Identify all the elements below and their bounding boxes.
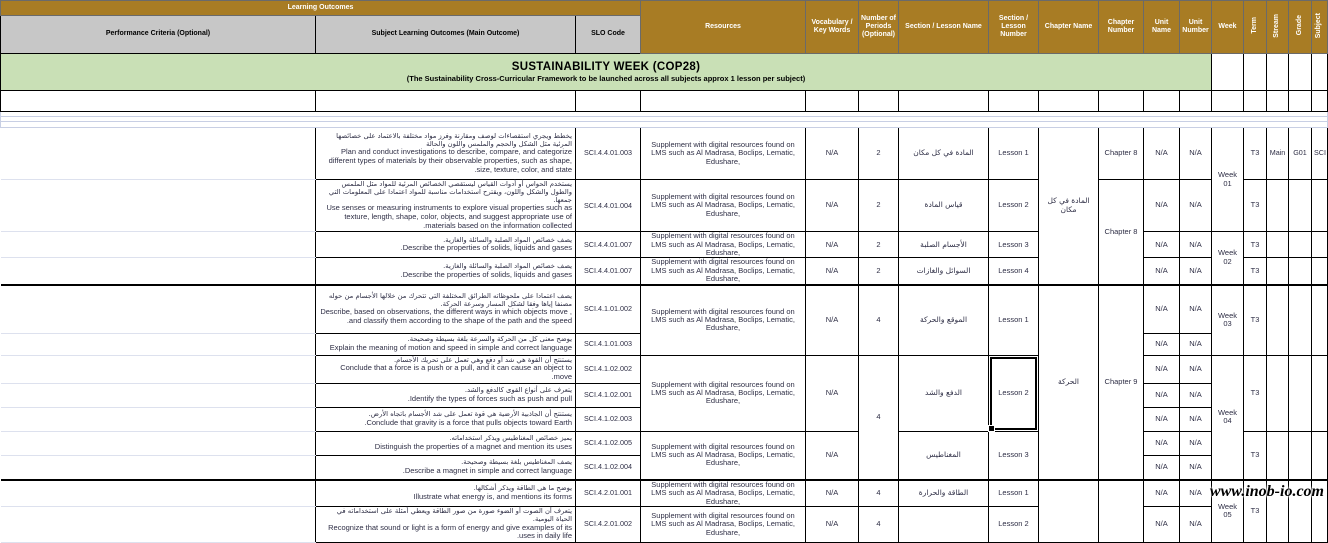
stream-cell[interactable] <box>1267 431 1289 480</box>
lesson-name-cell[interactable]: الأجسام الصلبة <box>899 232 989 258</box>
periods-cell[interactable]: 2 <box>859 232 899 258</box>
unit-number-cell[interactable]: N/A <box>1180 455 1212 480</box>
unit-name-cell[interactable]: N/A <box>1144 333 1180 355</box>
resources-cell[interactable]: Supplement with digital resources found on LMS such as Al Madrasa, Boclips, Lematic, Edushare, <box>641 128 806 180</box>
outcome-cell[interactable]: يصف المغناطيس بلغة بسيطة وصحيحة. Describe a magnet in simple and correct language. <box>316 455 576 480</box>
lesson-name-cell[interactable]: الموقع والحركة <box>899 285 989 356</box>
performance-criteria-cell[interactable] <box>1 480 316 507</box>
empty-cell[interactable] <box>1212 91 1244 112</box>
lesson-number-cell[interactable]: Lesson 1 <box>989 285 1039 356</box>
stream-cell[interactable] <box>1267 285 1289 356</box>
empty-cell[interactable] <box>1212 54 1244 91</box>
empty-cell[interactable] <box>989 91 1039 112</box>
slo-code-cell[interactable]: SCI.4.4.01.003 <box>576 128 641 180</box>
watermark: www.inob-io.com <box>1209 483 1324 500</box>
col-header-chapter-name[interactable]: Chapter Name <box>1039 1 1099 54</box>
lesson-name-cell[interactable]: الطاقة والحرارة <box>899 480 989 507</box>
unit-name-cell[interactable]: N/A <box>1144 355 1180 383</box>
week-cell[interactable]: Week 03 <box>1212 285 1244 356</box>
empty-cell[interactable] <box>1099 91 1144 112</box>
outcome-cell[interactable]: يتعرف على أنواع القوى كالدفع والشد. Identify the types of forces such as push and pull. <box>316 383 576 407</box>
performance-criteria-cell[interactable] <box>1 258 316 285</box>
unit-name-cell[interactable]: N/A <box>1144 407 1180 431</box>
vocabulary-cell[interactable]: N/A <box>806 480 859 507</box>
col-header-main-outcome[interactable]: Subject Learning Outcomes (Main Outcome) <box>316 16 576 54</box>
lesson-number-cell[interactable]: Lesson 1 <box>989 128 1039 180</box>
lesson-number-cell[interactable]: Lesson 3 <box>989 232 1039 258</box>
empty-cell[interactable] <box>1267 91 1289 112</box>
empty-cell[interactable] <box>1039 91 1099 112</box>
term-cell[interactable]: T3 <box>1244 232 1267 258</box>
subject-cell[interactable] <box>1312 355 1328 431</box>
performance-criteria-cell[interactable] <box>1 128 316 180</box>
unit-number-cell[interactable]: N/A <box>1180 407 1212 431</box>
subject-cell[interactable] <box>1312 232 1328 258</box>
slo-code-cell[interactable]: SCI.4.1.01.002 <box>576 285 641 334</box>
periods-cell[interactable]: 4 <box>859 355 899 480</box>
stream-cell[interactable] <box>1267 180 1289 232</box>
lesson-number-cell[interactable]: Lesson 1 <box>989 480 1039 507</box>
outcome-cell[interactable]: يخطط ويجري استقصاءات لوصف ومقارنة وفرز مواد مختلفة بالاعتماد على خصائصها المرئية مثل الشكل والحجم والملمس واللون والحالة Plan and conduct investigations to describe, compare, and categorize different types of materials by their observable properties, such as shape, size, texture, color, and state. <box>316 128 576 180</box>
term-cell[interactable]: T3 <box>1244 431 1267 480</box>
unit-number-cell[interactable]: N/A <box>1180 285 1212 334</box>
grade-cell[interactable] <box>1289 258 1312 285</box>
outcome-cell[interactable]: يوضح ما هي الطاقة ويذكر أشكالها. Illustrate what energy is, and mentions its forms <box>316 480 576 507</box>
subject-cell[interactable] <box>1312 285 1328 356</box>
unit-number-cell[interactable]: N/A <box>1180 506 1212 542</box>
outcome-cell[interactable]: يستخدم الحواس أو أدوات القياس ليستقصي الخصائص المرئية للمواد مثل الملمس والطول والشكل واللون، ويقترح استخدامات مناسبة للمواد اعتمادا على المعلومات التي جمعها. Use senses or measuring instruments to explore visual properties such as texture, length, shape, color, objects, and suggest appropriate use of materials based on the information collected. <box>316 180 576 232</box>
slo-code-cell[interactable]: SCI.4.1.02.001 <box>576 383 641 407</box>
vocabulary-cell[interactable]: N/A <box>806 180 859 232</box>
banner-subtitle: (The Sustainability Cross-Curricular Framework to be launched across all subjects approx 1 lesson per subject) <box>406 73 806 83</box>
col-header-vocabulary[interactable]: Vocabulary / Key Words <box>806 1 859 54</box>
grade-cell[interactable] <box>1289 180 1312 232</box>
col-header-grade[interactable]: Grade <box>1289 1 1312 54</box>
slo-code-cell[interactable]: SCI.4.4.01.007 <box>576 258 641 285</box>
unit-number-cell[interactable]: N/A <box>1180 383 1212 407</box>
unit-name-cell[interactable]: N/A <box>1144 455 1180 480</box>
performance-criteria-cell[interactable] <box>1 506 316 542</box>
slo-code-cell[interactable]: SCI.4.1.02.003 <box>576 407 641 431</box>
empty-cell[interactable] <box>1244 54 1267 91</box>
empty-cell[interactable] <box>641 91 806 112</box>
lesson-name-cell[interactable]: المادة في كل مكان <box>899 128 989 180</box>
stream-cell[interactable] <box>1267 232 1289 258</box>
lesson-number-cell-selected[interactable]: Lesson 2 <box>989 355 1039 431</box>
periods-cell[interactable]: 4 <box>859 285 899 356</box>
empty-cell[interactable] <box>1312 54 1328 91</box>
periods-cell[interactable]: 4 <box>859 480 899 507</box>
unit-number-cell[interactable]: N/A <box>1180 232 1212 258</box>
slo-code-cell[interactable]: SCI.4.4.01.004 <box>576 180 641 232</box>
unit-name-cell[interactable]: N/A <box>1144 232 1180 258</box>
slo-code-cell[interactable]: SCI.4.4.01.007 <box>576 232 641 258</box>
week-cell[interactable]: Week 02 <box>1212 232 1244 285</box>
subject-cell[interactable] <box>1312 180 1328 232</box>
col-header-lesson-number[interactable]: Section / Lesson Number <box>989 1 1039 54</box>
grade-cell[interactable] <box>1289 285 1312 356</box>
subject-cell[interactable] <box>1312 431 1328 480</box>
lesson-number-cell[interactable]: Lesson 3 <box>989 431 1039 480</box>
empty-cell[interactable] <box>1244 91 1267 112</box>
resources-cell[interactable]: Supplement with digital resources found on LMS such as Al Madrasa, Boclips, Lematic, Edushare, <box>641 355 806 431</box>
empty-cell[interactable] <box>1144 91 1180 112</box>
week-cell[interactable]: Week 04 <box>1212 355 1244 480</box>
stream-cell[interactable] <box>1267 355 1289 431</box>
term-cell[interactable]: T3 <box>1244 180 1267 232</box>
subject-cell[interactable] <box>1312 258 1328 285</box>
empty-cell[interactable] <box>316 91 576 112</box>
resources-cell[interactable]: Supplement with digital resources found on LMS such as Al Madrasa, Boclips, Lematic, Edushare, <box>641 431 806 480</box>
subject-cell[interactable]: SCI <box>1312 128 1328 180</box>
unit-number-cell[interactable]: N/A <box>1180 128 1212 180</box>
col-header-performance-criteria[interactable]: Performance Criteria (Optional) <box>1 16 316 54</box>
unit-number-cell[interactable]: N/A <box>1180 180 1212 232</box>
lesson-number-cell[interactable]: Lesson 4 <box>989 258 1039 285</box>
performance-criteria-cell[interactable] <box>1 355 316 383</box>
empty-cell[interactable] <box>576 91 641 112</box>
unit-name-cell[interactable]: N/A <box>1144 431 1180 455</box>
outcome-cell[interactable]: يتعرف أن الصوت أو الضوء صورة من صور الطاقة ويعطي أمثلة على استخداماته في الحياة اليومية. Recognize that sound or light is a form of energy and give examples of its uses in daily life. <box>316 506 576 542</box>
term-cell[interactable]: T3 <box>1244 258 1267 285</box>
unit-name-cell[interactable]: N/A <box>1144 128 1180 180</box>
unit-number-cell[interactable]: N/A <box>1180 355 1212 383</box>
vocabulary-cell[interactable]: N/A <box>806 431 859 480</box>
performance-criteria-cell[interactable] <box>1 333 316 355</box>
performance-criteria-cell[interactable] <box>1 455 316 480</box>
empty-cell[interactable] <box>1267 54 1289 91</box>
lesson-number-cell[interactable]: Lesson 2 <box>989 506 1039 542</box>
slo-code-cell[interactable]: SCI.4.1.02.005 <box>576 431 641 455</box>
periods-cell[interactable]: 4 <box>859 506 899 542</box>
stream-cell[interactable] <box>1267 258 1289 285</box>
outcome-cell[interactable]: يوضح معنى كل من الحركة والسرعة بلغة بسيطة وصحيحة. Explain the meaning of motion and speed in simple and correct language <box>316 333 576 355</box>
vocabulary-cell[interactable]: N/A <box>806 355 859 431</box>
week-cell[interactable]: Week 05 <box>1212 480 1244 543</box>
vocabulary-cell[interactable]: N/A <box>806 258 859 285</box>
term-cell[interactable]: T3 <box>1244 128 1267 180</box>
periods-cell[interactable]: 2 <box>859 258 899 285</box>
term-cell[interactable]: T3 <box>1244 480 1267 543</box>
periods-cell[interactable]: 2 <box>859 180 899 232</box>
periods-cell[interactable]: 2 <box>859 128 899 180</box>
slo-code-cell[interactable]: SCI.4.2.01.002 <box>576 506 641 542</box>
col-header-chapter-number[interactable]: Chapter Number <box>1099 1 1144 54</box>
empty-cell[interactable] <box>1289 54 1312 91</box>
unit-name-cell[interactable]: N/A <box>1144 285 1180 334</box>
performance-criteria-cell[interactable] <box>1 232 316 258</box>
outcome-cell[interactable]: يصف خصائص المواد الصلبة والسائلة والغازية. Describe the properties of solids, liquids and gases. <box>316 232 576 258</box>
col-header-term[interactable]: Term <box>1244 1 1267 54</box>
outcome-cell[interactable]: يميز خصائص المغناطيس ويذكر استخداماته. Distinguish the properties of a magnet and mention its uses <box>316 431 576 455</box>
sustainability-banner[interactable] <box>1 54 1212 91</box>
slo-code-cell[interactable]: SCI.4.2.01.001 <box>576 480 641 507</box>
grade-cell[interactable] <box>1289 355 1312 431</box>
grade-cell[interactable]: G01 <box>1289 128 1312 180</box>
chapter-number-cell[interactable]: Chapter 8 <box>1099 180 1144 285</box>
stream-cell[interactable]: Main <box>1267 128 1289 180</box>
performance-criteria-cell[interactable] <box>1 383 316 407</box>
vocabulary-cell[interactable]: N/A <box>806 506 859 542</box>
col-header-resources[interactable]: Resources <box>641 1 806 54</box>
empty-cell[interactable] <box>806 91 859 112</box>
resources-cell[interactable]: Supplement with digital resources found on LMS such as Al Madrasa, Boclips, Lematic, Edushare, <box>641 480 806 507</box>
lesson-number-cell[interactable]: Lesson 2 <box>989 180 1039 232</box>
unit-number-cell[interactable]: N/A <box>1180 480 1212 507</box>
resources-cell[interactable]: Supplement with digital resources found on LMS such as Al Madrasa, Boclips, Lematic, Edushare, <box>641 258 806 285</box>
resources-cell[interactable]: Supplement with digital resources found on LMS such as Al Madrasa, Boclips, Lematic, Edushare, <box>641 285 806 356</box>
lesson-name-cell[interactable]: قياس المادة <box>899 180 989 232</box>
col-header-lesson-name[interactable]: Section / Lesson Name <box>899 1 989 54</box>
resources-cell[interactable]: Supplement with digital resources found on LMS such as Al Madrasa, Boclips, Lematic, Edushare, <box>641 506 806 542</box>
unit-name-cell[interactable]: N/A <box>1144 480 1180 507</box>
slo-code-cell[interactable]: SCI.4.1.01.003 <box>576 333 641 355</box>
unit-name-cell[interactable]: N/A <box>1144 506 1180 542</box>
unit-name-cell[interactable]: N/A <box>1144 383 1180 407</box>
performance-criteria-cell[interactable] <box>1 180 316 232</box>
unit-name-cell[interactable]: N/A <box>1144 180 1180 232</box>
col-header-periods[interactable]: Number of Periods (Optional) <box>859 1 899 54</box>
col-header-subject[interactable]: Subject <box>1312 1 1328 54</box>
banner-title: SUSTAINABILITY WEEK (COP28) <box>511 60 701 73</box>
slo-code-cell[interactable]: SCI.4.1.02.002 <box>576 355 641 383</box>
performance-criteria-cell[interactable] <box>1 431 316 455</box>
chapter-number-cell[interactable] <box>1099 480 1144 543</box>
week-cell[interactable]: Week 01 <box>1212 128 1244 232</box>
chapter-name-cell[interactable]: المادة في كل مكان <box>1039 128 1099 285</box>
unit-number-cell[interactable]: N/A <box>1180 258 1212 285</box>
chapter-name-cell[interactable] <box>1039 480 1099 543</box>
empty-cell[interactable] <box>1180 91 1212 112</box>
outcome-cell[interactable]: يصف اعتمادا على ملحوظاته الطرائق المختلفة التي تتحرك من خلالها الأجسام من حوله مصنفا إياها وفقا لشكل المسار وسرعة الحركة. Describe, based on observations, the different ways in which objects move , and classify them according to the shape of the path and the speed. <box>316 285 576 334</box>
empty-cell[interactable] <box>1312 91 1328 112</box>
chapter-number-cell[interactable]: Chapter 8 <box>1099 128 1144 180</box>
grade-cell[interactable] <box>1289 431 1312 480</box>
empty-cell[interactable] <box>899 91 989 112</box>
lesson-name-cell[interactable]: الدفع والشد <box>899 355 989 431</box>
lesson-name-cell[interactable]: السوائل والغازات <box>899 258 989 285</box>
grade-cell[interactable] <box>1289 232 1312 258</box>
resources-cell[interactable]: Supplement with digital resources found on LMS such as Al Madrasa, Boclips, Lematic, Edushare, <box>641 180 806 232</box>
performance-criteria-cell[interactable] <box>1 285 316 334</box>
col-header-slo-code[interactable]: SLO Code <box>576 16 641 54</box>
col-header-week[interactable]: Week <box>1212 1 1244 54</box>
vocabulary-cell[interactable]: N/A <box>806 128 859 180</box>
col-header-unit-number[interactable]: Unit Number <box>1180 1 1212 54</box>
resources-cell[interactable]: Supplement with digital resources found on LMS such as Al Madrasa, Boclips, Lematic, Edushare, <box>641 232 806 258</box>
term-cell[interactable]: T3 <box>1244 355 1267 431</box>
vocabulary-cell[interactable]: N/A <box>806 232 859 258</box>
outcome-cell[interactable]: يستنتج أن الجاذبية الأرضية هي قوة تعمل على شد الأجسام باتجاه الأرض. Conclude that gravity is a force that pulls objects toward Earth. <box>316 407 576 431</box>
term-cell[interactable]: T3 <box>1244 285 1267 356</box>
performance-criteria-cell[interactable] <box>1 407 316 431</box>
col-header-stream[interactable]: Stream <box>1267 1 1289 54</box>
chapter-name-cell[interactable]: الحركة <box>1039 285 1099 480</box>
chapter-number-cell[interactable]: Chapter 9 <box>1099 285 1144 480</box>
lesson-name-cell[interactable]: المغناطيس <box>899 431 989 480</box>
outcome-cell[interactable]: يستنتج أن القوة هي شد أو دفع وهي تعمل على تحريك الأجسام. Conclude that a force is a push or a pull, and it can cause an object to move. <box>316 355 576 383</box>
outcome-cell[interactable]: يصف خصائص المواد الصلبة والسائلة والغازية. Describe the properties of solids, liquids and gases. <box>316 258 576 285</box>
vocabulary-cell[interactable]: N/A <box>806 285 859 356</box>
empty-cell[interactable] <box>1 91 316 112</box>
unit-name-cell[interactable]: N/A <box>1144 258 1180 285</box>
empty-cell[interactable] <box>859 91 899 112</box>
slo-code-cell[interactable]: SCI.4.1.02.004 <box>576 455 641 480</box>
unit-number-cell[interactable]: N/A <box>1180 431 1212 455</box>
unit-number-cell[interactable]: N/A <box>1180 333 1212 355</box>
lesson-name-cell[interactable] <box>899 506 989 542</box>
learning-outcomes-group-header[interactable]: Learning Outcomes <box>1 1 641 16</box>
empty-cell[interactable] <box>1289 91 1312 112</box>
col-header-unit-name[interactable]: Unit Name <box>1144 1 1180 54</box>
